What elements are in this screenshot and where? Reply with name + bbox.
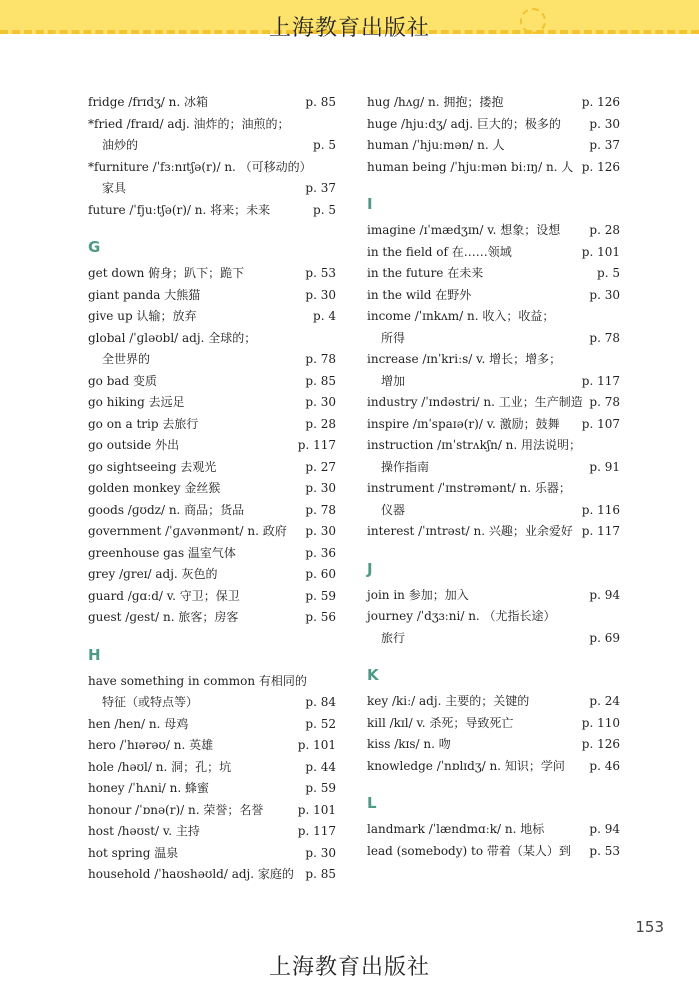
glossary-entry	[367, 263, 620, 285]
entry-text: knowledge /ˈnɒlɪdʒ/ n. 知识；学问	[367, 758, 565, 773]
entry-text: household /ˈhaʊshəʊld/ adj. 家庭的	[88, 867, 294, 881]
entry-page-ref: p. 30	[305, 524, 336, 538]
entry-text: kiss /kɪs/ n. 吻	[367, 737, 451, 751]
section-letter: H	[88, 645, 101, 664]
entry-text: 家具	[102, 181, 127, 195]
entry-page-ref: p. 24	[589, 694, 620, 708]
entry-page-ref: p. 44	[305, 759, 336, 774]
entry-page-ref: p. 46	[589, 758, 620, 773]
entry-text: hero /ˈhɪərəʊ/ n. 英雄	[88, 738, 214, 752]
entry-text: grey /ɡreɪ/ adj. 灰色的	[88, 567, 218, 581]
entry-text: goods /ɡʊdz/ n. 商品；货品	[88, 502, 245, 517]
entry-page-ref: p. 4	[313, 309, 336, 323]
entry-text: go hiking 去远足	[88, 395, 185, 409]
entry-text: income /ˈɪnkʌm/ n. 收入；收益；	[367, 309, 555, 323]
glossary-entry-continuation	[88, 349, 336, 371]
entry-text: lead (somebody) to 带着（某人）到	[367, 843, 571, 858]
entry-text: *furniture /ˈfɜːnɪtʃə(r)/ n. （可移动的）	[88, 159, 312, 174]
entry-page-ref: p. 126	[581, 737, 620, 751]
entry-text: interest /ˈɪntrəst/ n. 兴趣；业余爱好	[367, 524, 573, 538]
entry-page-ref: p. 117	[297, 824, 336, 838]
entry-page-ref: p. 110	[581, 715, 620, 730]
entry-text: go outside 外出	[88, 438, 180, 452]
entry-text: imagine /ɪˈmædʒɪn/ v. 想象；设想	[367, 223, 561, 237]
glossary-entry	[88, 564, 336, 586]
glossary-entry	[367, 414, 620, 436]
entry-page-ref: p. 117	[297, 438, 336, 452]
entry-text: instrument /ˈɪnstrəmənt/ n. 乐器；	[367, 481, 571, 495]
glossary-entry	[88, 864, 336, 886]
entry-page-ref: p. 28	[305, 416, 336, 431]
entry-page-ref: p. 5	[313, 202, 336, 217]
glossary-entry	[88, 586, 336, 608]
glossary-column-right	[367, 92, 620, 862]
section-letter: J	[367, 559, 373, 578]
entry-text: in the wild 在野外	[367, 287, 472, 302]
glossary-column-left	[88, 92, 336, 886]
entry-page-ref: p. 52	[305, 716, 336, 731]
glossary-entry-continuation	[367, 457, 620, 479]
entry-text: 增加	[381, 373, 406, 388]
glossary-entry-continuation	[88, 178, 336, 200]
glossary-entry	[88, 521, 336, 543]
entry-page-ref: p. 126	[581, 159, 620, 174]
entry-text: future /ˈfjuːtʃə(r)/ n. 将来；未来	[88, 202, 271, 217]
entry-page-ref: p. 78	[589, 330, 620, 345]
entry-text: journey /ˈdʒɜːni/ n. （尤指长途）	[367, 609, 556, 623]
entry-text: hug /hʌɡ/ n. 拥抱；搂抱	[367, 95, 504, 109]
page-number: 153	[635, 918, 664, 936]
entry-page-ref: p. 30	[589, 287, 620, 302]
glossary-entry	[367, 114, 620, 136]
entry-text: hole /həʊl/ n. 洞；孔；坑	[88, 759, 232, 774]
entry-text: increase /ɪnˈkriːs/ v. 增长；增多；	[367, 352, 562, 366]
glossary-entry-continuation	[88, 692, 336, 714]
section-letter: K	[367, 666, 379, 684]
entry-text: landmark /ˈlændmɑːk/ n. 地标	[367, 822, 545, 836]
glossary-entry	[367, 220, 620, 242]
glossary-entry	[367, 734, 620, 756]
glossary-entry	[88, 414, 336, 436]
entry-text: industry /ˈɪndəstri/ n. 工业；生产制造	[367, 395, 583, 409]
glossary-entry	[367, 135, 620, 157]
entry-page-ref: p. 30	[305, 395, 336, 409]
glossary-entry	[88, 671, 336, 693]
glossary-entry	[88, 800, 336, 822]
glossary-entry	[367, 606, 620, 628]
entry-text: go on a trip 去旅行	[88, 416, 199, 431]
glossary-entry	[367, 92, 620, 114]
entry-text: honey /ˈhʌni/ n. 蜂蜜	[88, 781, 210, 795]
entry-text: hen /hen/ n. 母鸡	[88, 716, 189, 731]
glossary-entry	[88, 821, 336, 843]
entry-text: human being /ˈhjuːmən biːɪŋ/ n. 人	[367, 159, 574, 174]
footer-publisher: 上海教育出版社	[268, 955, 430, 980]
glossary-entry	[88, 607, 336, 629]
glossary-entry	[367, 285, 620, 307]
entry-text: government /ˈɡʌvənmənt/ n. 政府	[88, 524, 287, 538]
glossary-entry	[367, 392, 620, 414]
glossary-entry	[367, 756, 620, 778]
entry-page-ref: p. 85	[305, 95, 336, 109]
section-letter: L	[367, 794, 377, 812]
glossary-entry	[88, 328, 336, 350]
entry-page-ref: p. 30	[305, 287, 336, 302]
entry-text: 旅行	[381, 630, 406, 645]
glossary-entry	[88, 392, 336, 414]
entry-page-ref: p. 117	[581, 373, 620, 388]
entry-page-ref: p. 69	[589, 630, 620, 645]
glossary-entry	[88, 263, 336, 285]
entry-text: guest /ɡest/ n. 旅客；房客	[88, 610, 239, 624]
entry-page-ref: p. 59	[305, 588, 336, 603]
entry-page-ref: p. 5	[313, 138, 336, 152]
entry-page-ref: p. 117	[581, 524, 620, 538]
glossary-entry	[88, 157, 336, 179]
entry-text: key /kiː/ adj. 主要的；关键的	[367, 694, 530, 708]
glossary-entry	[88, 200, 336, 222]
entry-page-ref: p. 36	[305, 545, 336, 560]
entry-page-ref: p. 30	[589, 116, 620, 131]
entry-page-ref: p. 78	[589, 395, 620, 409]
glossary-entry	[367, 349, 620, 371]
entry-page-ref: p. 101	[297, 802, 336, 817]
glossary-entry-continuation	[88, 135, 336, 157]
glossary-entry	[88, 306, 336, 328]
glossary-entry	[367, 157, 620, 179]
entry-page-ref: p. 101	[581, 244, 620, 259]
entry-text: human /ˈhjuːmən/ n. 人	[367, 138, 505, 152]
entry-text: greenhouse gas 温室气体	[88, 545, 236, 560]
entry-text: join in 参加；加入	[367, 587, 469, 602]
entry-page-ref: p. 37	[589, 138, 620, 152]
glossary-entry	[367, 306, 620, 328]
entry-page-ref: p. 60	[305, 567, 336, 581]
glossary-entry-continuation	[367, 628, 620, 650]
entry-page-ref: p. 78	[305, 502, 336, 517]
glossary-entry	[88, 435, 336, 457]
entry-text: 所得	[381, 330, 406, 345]
entry-text: global /ˈɡləʊbl/ adj. 全球的；	[88, 330, 257, 345]
entry-page-ref: p. 56	[305, 610, 336, 624]
entry-text: honour /ˈɒnə(r)/ n. 荣誉；名誉	[88, 802, 264, 817]
entry-page-ref: p. 78	[305, 352, 336, 366]
entry-text: 特征（或特点等）	[102, 695, 199, 709]
entry-page-ref: p. 116	[581, 502, 620, 517]
entry-page-ref: p. 126	[581, 95, 620, 109]
entry-page-ref: p. 107	[581, 416, 620, 431]
glossary-entry	[367, 691, 620, 713]
entry-text: inspire /ɪnˈspaɪə(r)/ v. 激励；鼓舞	[367, 416, 560, 431]
glossary-entry	[367, 242, 620, 264]
entry-text: 全世界的	[102, 352, 151, 366]
entry-page-ref: p. 53	[305, 266, 336, 280]
entry-page-ref: p. 30	[305, 481, 336, 495]
entry-text: go sightseeing 去观光	[88, 459, 217, 474]
glossary-entry-continuation	[367, 371, 620, 393]
entry-text: get down 俯身；趴下；跪下	[88, 266, 245, 280]
glossary-entry	[88, 478, 336, 500]
glossary-entry	[88, 735, 336, 757]
glossary-entry	[367, 478, 620, 500]
glossary-entry	[367, 435, 620, 457]
entry-text: instruction /ɪnˈstrʌkʃn/ n. 用法说明；	[367, 438, 582, 452]
glossary-entry	[367, 585, 620, 607]
entry-text: in the field of 在……领域	[367, 244, 512, 259]
header-publisher: 上海教育出版社	[268, 16, 430, 41]
entry-page-ref: p. 84	[305, 695, 336, 709]
entry-text: kill /kɪl/ v. 杀死；导致死亡	[367, 715, 514, 730]
entry-text: 仪器	[381, 502, 406, 517]
glossary-entry	[88, 92, 336, 114]
entry-text: *fried /fraɪd/ adj. 油炸的；油煎的；	[88, 116, 290, 131]
glossary-entry	[88, 457, 336, 479]
entry-page-ref: p. 53	[589, 843, 620, 858]
glossary-entry	[367, 841, 620, 863]
glossary-entry	[88, 285, 336, 307]
entry-text: hot spring 温泉	[88, 845, 179, 860]
entry-page-ref: p. 30	[305, 845, 336, 860]
glossary-entry	[88, 843, 336, 865]
glossary-entry-continuation	[367, 328, 620, 350]
entry-page-ref: p. 94	[589, 587, 620, 602]
glossary-entry	[88, 778, 336, 800]
glossary-entry	[88, 371, 336, 393]
entry-page-ref: p. 59	[305, 781, 336, 795]
section-letter: G	[88, 238, 101, 256]
glossary-entry	[367, 713, 620, 735]
section-letter: I	[367, 195, 373, 213]
entry-text: 油炒的	[102, 138, 139, 152]
entry-text: have something in common 有相同的	[88, 673, 307, 688]
entry-text: 操作指南	[381, 459, 430, 474]
entry-text: host /həʊst/ v. 主持	[88, 824, 200, 838]
entry-page-ref: p. 27	[305, 459, 336, 474]
glossary-entry	[88, 757, 336, 779]
entry-text: huge /hjuːdʒ/ adj. 巨大的；极多的	[367, 116, 561, 131]
glossary-entry	[367, 819, 620, 841]
entry-page-ref: p. 94	[589, 822, 620, 836]
entry-text: golden monkey 金丝猴	[88, 481, 221, 495]
glossary-entry	[367, 521, 620, 543]
entry-page-ref: p. 28	[589, 223, 620, 237]
entry-text: giant panda 大熊猫	[88, 287, 201, 302]
glossary-entry-continuation	[367, 500, 620, 522]
glossary-entry	[88, 714, 336, 736]
entry-page-ref: p. 5	[597, 266, 620, 280]
entry-text: fridge /frɪdʒ/ n. 冰箱	[88, 95, 209, 109]
entry-text: give up 认输；放弃	[88, 309, 197, 323]
entry-page-ref: p. 91	[589, 459, 620, 474]
glossary-entry	[88, 500, 336, 522]
entry-text: in the future 在未来	[367, 266, 484, 280]
entry-page-ref: p. 101	[297, 738, 336, 752]
entry-text: guard /ɡɑːd/ v. 守卫；保卫	[88, 588, 240, 603]
entry-page-ref: p. 85	[305, 373, 336, 388]
entry-text: go bad 变质	[88, 373, 158, 388]
entry-page-ref: p. 37	[305, 181, 336, 195]
entry-page-ref: p. 85	[305, 867, 336, 881]
glossary-entry	[88, 114, 336, 136]
glossary-entry	[88, 543, 336, 565]
